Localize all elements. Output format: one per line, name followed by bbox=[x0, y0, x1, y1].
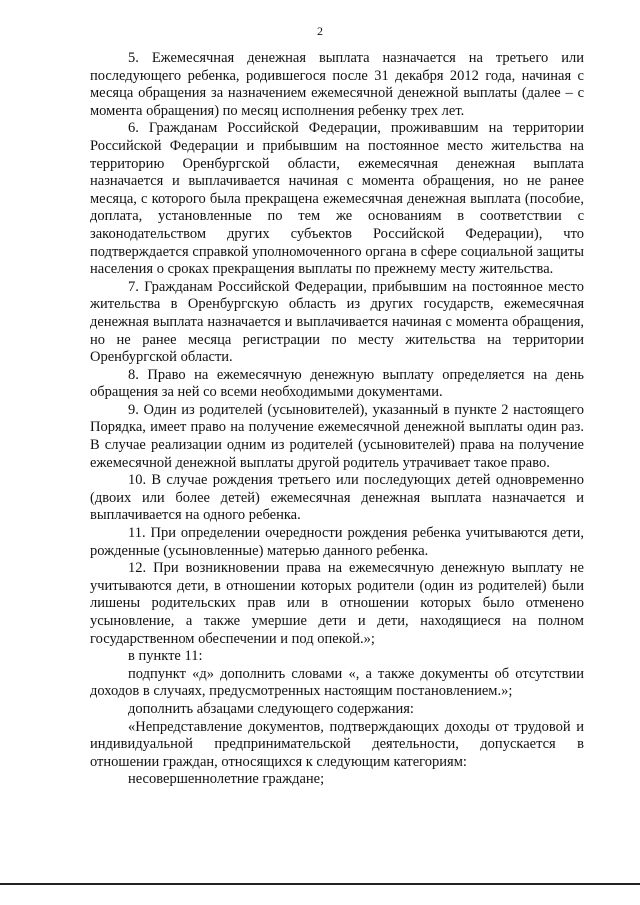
paragraph-point-11-intro: в пункте 11: bbox=[128, 648, 203, 665]
paragraph-item-8: 8. Право на ежемесячную денежную выплату определяется на день обращения за ней со всеми необходимыми документами. bbox=[90, 366, 584, 401]
paragraph-item-5: 5. Ежемесячная денежная выплата назначается на третьего или последующего ребенка, родившегося после 31 декабря 2012 года, начиная с месяца обращения за назначением ежемесячной денежной выплаты (далее – с момента обращения) по месяц исполнения ребенку трех лет. bbox=[90, 50, 584, 119]
page-number: 2 bbox=[317, 24, 323, 38]
paragraph-item-12: 12. При возникновении права на ежемесячную денежную выплату не учитываются дети, в отношении которых родители (один из родителей) были лишены родительских прав или в отношении которых было отменено усыновление, а также умершие дети и дети, находящиеся на полном государственном обеспечении и под опекой.»; bbox=[90, 560, 584, 647]
paragraph-item-9: 9. Один из родителей (усыновителей), указанный в пункте 2 настоящего Порядка, имеет право на получение ежемесячной денежной выплаты один раз. В случае реализации одним из родителей (усыновителей) права на получение ежемесячной денежной выплаты другой родитель утрачивает такое право. bbox=[90, 401, 584, 471]
document-body bbox=[90, 50, 584, 789]
paragraph-item-10: 10. В случае рождения третьего или последующих детей одновременно (двоих или более детей) ежемесячная денежная выплата назначается и выплачивается на одного ребенка. bbox=[90, 472, 584, 524]
paragraph-quote-start: «Непредставление документов, подтверждающих доходы от трудовой и индивидуальной предпринимательской деятельности, допускается в отношении граждан, относящихся к следующим категориям: bbox=[90, 718, 584, 770]
paragraph-item-11: 11. При определении очередности рождения ребенка учитываются дети, рожденные (усыновленные) матерью данного ребенка. bbox=[90, 525, 584, 559]
paragraph-add-intro: дополнить абзацами следующего содержания: bbox=[128, 700, 414, 717]
paragraph-item-7: 7. Гражданам Российской Федерации, прибывшим на постоянное место жительства в Оренбургскую область из других государств, ежемесячная денежная выплата назначается и выплачивается начиная с момента обращения, но не ранее месяца регистрации по месту жительства на территории Оренбургской области. bbox=[90, 278, 584, 366]
paragraph-item-6: 6. Гражданам Российской Федерации, проживавшим на территории Российской Федерации и прибывшим на постоянное место жительства на территорию Оренбургской области, ежемесячная денежная выплата назначается и выплачивается начиная с момента обращения, но не ранее месяца, с которого была прекращена ежемесячная денежная выплата (пособие, доплата, установленные по тем же основаниям в соответствии с законодательством других субъектов Российской Федерации), что подтверждается справкой уполномоченного органа в сфере социальной защиты населения о сроках прекращения выплаты по прежнему месту жительства. bbox=[90, 120, 584, 278]
paragraph-subpoint-d: подпункт «д» дополнить словами «, а также документы об отсутствии доходов в случаях, предусмотренных настоящим постановлением.»; bbox=[90, 665, 584, 700]
paragraph-category-minors: несовершеннолетние граждане; bbox=[128, 771, 325, 788]
bottom-divider bbox=[0, 883, 640, 885]
